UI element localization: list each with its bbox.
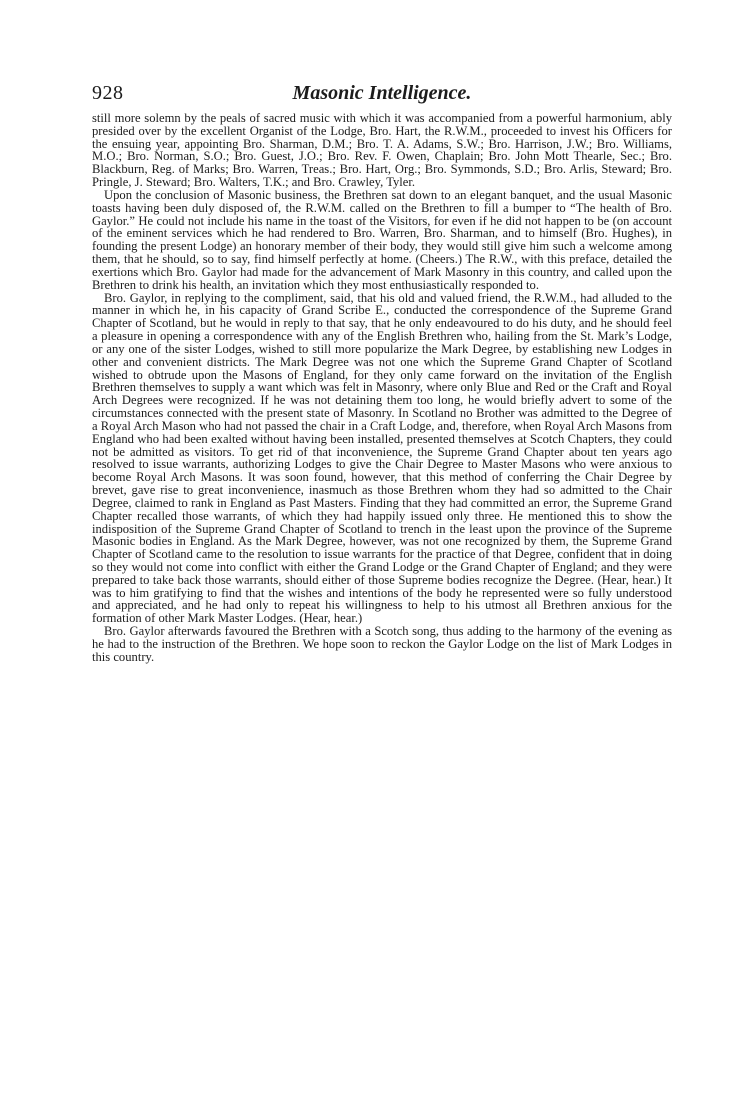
paragraph-closing: Bro. Gaylor afterwards favoured the Brethren with a Scotch song, thus adding to the harmony of the evening as he had to the instruction of the Brethren. We hope soon to reckon the Gaylor Lodge on the list of Mark Lodges in this country. [92,624,672,664]
document-page [92,82,672,664]
article-body [92,112,672,664]
paragraph-gaylor-reply: Bro. Gaylor, in replying to the compliment, said, that his old and valued friend, the R.W.M., had alluded to the manner in which he, in his capacity of Grand Scribe E., conducted the correspondence of the Supreme Grand Chapter of Scotland, but he would in reply to that say, that he only endeavoured to do his duty, and he should feel a pleasure in opening a correspondence with any of the English Brethren who, hailing from the St. Mark’s Lodge, or any one of the sister Lodges, wished to still more popularize the Mark Degree, by establishing new Lodges in other and convenient districts. The Mark Degree was not one which the Supreme Grand Chapter of Scotland wished to obtrude upon the Masons of England, for they only came forward on the invitation of the English Brethren themselves to supply a want which was felt in Masonry, where only Blue and Red or the Craft and Royal Arch Degrees were recognized. If he was not detaining them too long, he would briefly advert to some of the circumstances connected with the present state of Masonry. In Scotland no Brother was admitted to the Degree of a Royal Arch Mason who had not passed the chair in a Craft Lodge, and, therefore, when Royal Arch Masons from England who had been exalted without having been installed, presented themselves at Scotch Chapters, they could not be admitted as visitors. To get rid of that inconvenience, the Supreme Grand Chapter about ten years ago resolved to issue warrants, authorizing Lodges to give the Chair Degree to Master Masons who were anxious to become Royal Arch Masons. It was soon found, however, that this method of conferring the Chair Degree by brevet, gave rise to great inconvenience, inasmuch as those Brethren whom they had so admitted to the Chair Degree, claimed to rank in England as Past Masters. Finding that they had committed an error, the Supreme Grand Chapter recalled those warrants, of which they had happily issued only three. He mentioned this to show the indisposition of the Supreme Grand Chapter of Scotland to trench in the least upon the province of the Supreme Masonic bodies in England. As the Mark Degree, however, was not one recognized by them, the Supreme Grand Chapter of Scotland came to the resolution to issue warrants for the practice of that Degree, confident that in doing so they would not come into conflict with either the Grand Lodge or the Grand Chapter of England; and they were prepared to take back those warrants, should either of those Supreme bodies recognize the Degree. (Hear, hear.) It was to him gratifying to find that the wishes and intentions of the body he represented were so fully understood and appreciated, and he had only to repeat his willingness to help to his utmost all Brethren anxious for the formation of other Mark Master Lodges. (Hear, hear.) [92,290,672,626]
running-title: Masonic Intelligence. [292,82,472,104]
page-header [92,82,672,112]
page-number: 928 [92,82,124,104]
paragraph-banquet: Upon the conclusion of Masonic business, the Brethren sat down to an elegant banquet, and the usual Masonic toasts having been duly disposed of, the R.W.M. called on the Brethren to fill a bumper to “The health of Bro. Gaylor.” He could not include his name in the toast of the Visitors, for even if he did not happen to be (on account of the eminent services which he had rendered to Bro. Warren, Bro. Sharman, and to himself (Bro. Hughes), in founding the present Lodge) an honorary member of their body, they would still give him such a welcome among them, that he should, so to say, find himself perfectly at home. (Cheers.) The R.W., with this preface, detailed the exertions which Bro. Gaylor had made for the advancement of Mark Masonry in this country, and called upon the Brethren to drink his health, an invitation which they most enthusiastically responded to. [92,187,672,292]
paragraph-continuation: still more solemn by the peals of sacred music with which it was accompanied from a powerful harmonium, ably presided over by the excellent Organist of the Lodge, Bro. Hart, the R.W.M., proceeded to invest his Officers for the ensuing year, appointing Bro. Sharman, D.M.; Bro. T. A. Adams, S.W.; Bro. Harrison, J.W.; Bro. Williams, M.O.; Bro. Norman, S.O.; Bro. Guest, J.O.; Bro. Rev. F. Owen, Chaplain; Bro. John Mott Thearle, Sec.; Bro. Blackburn, Reg. of Marks; Bro. Warren, Treas.; Bro. Hart, Org.; Bro. Symmonds, S.D.; Bro. Arlis, Steward; Bro. Pringle, J. Steward; Bro. Walters, T.K.; and Bro. Crawley, Tyler. [92,111,672,190]
